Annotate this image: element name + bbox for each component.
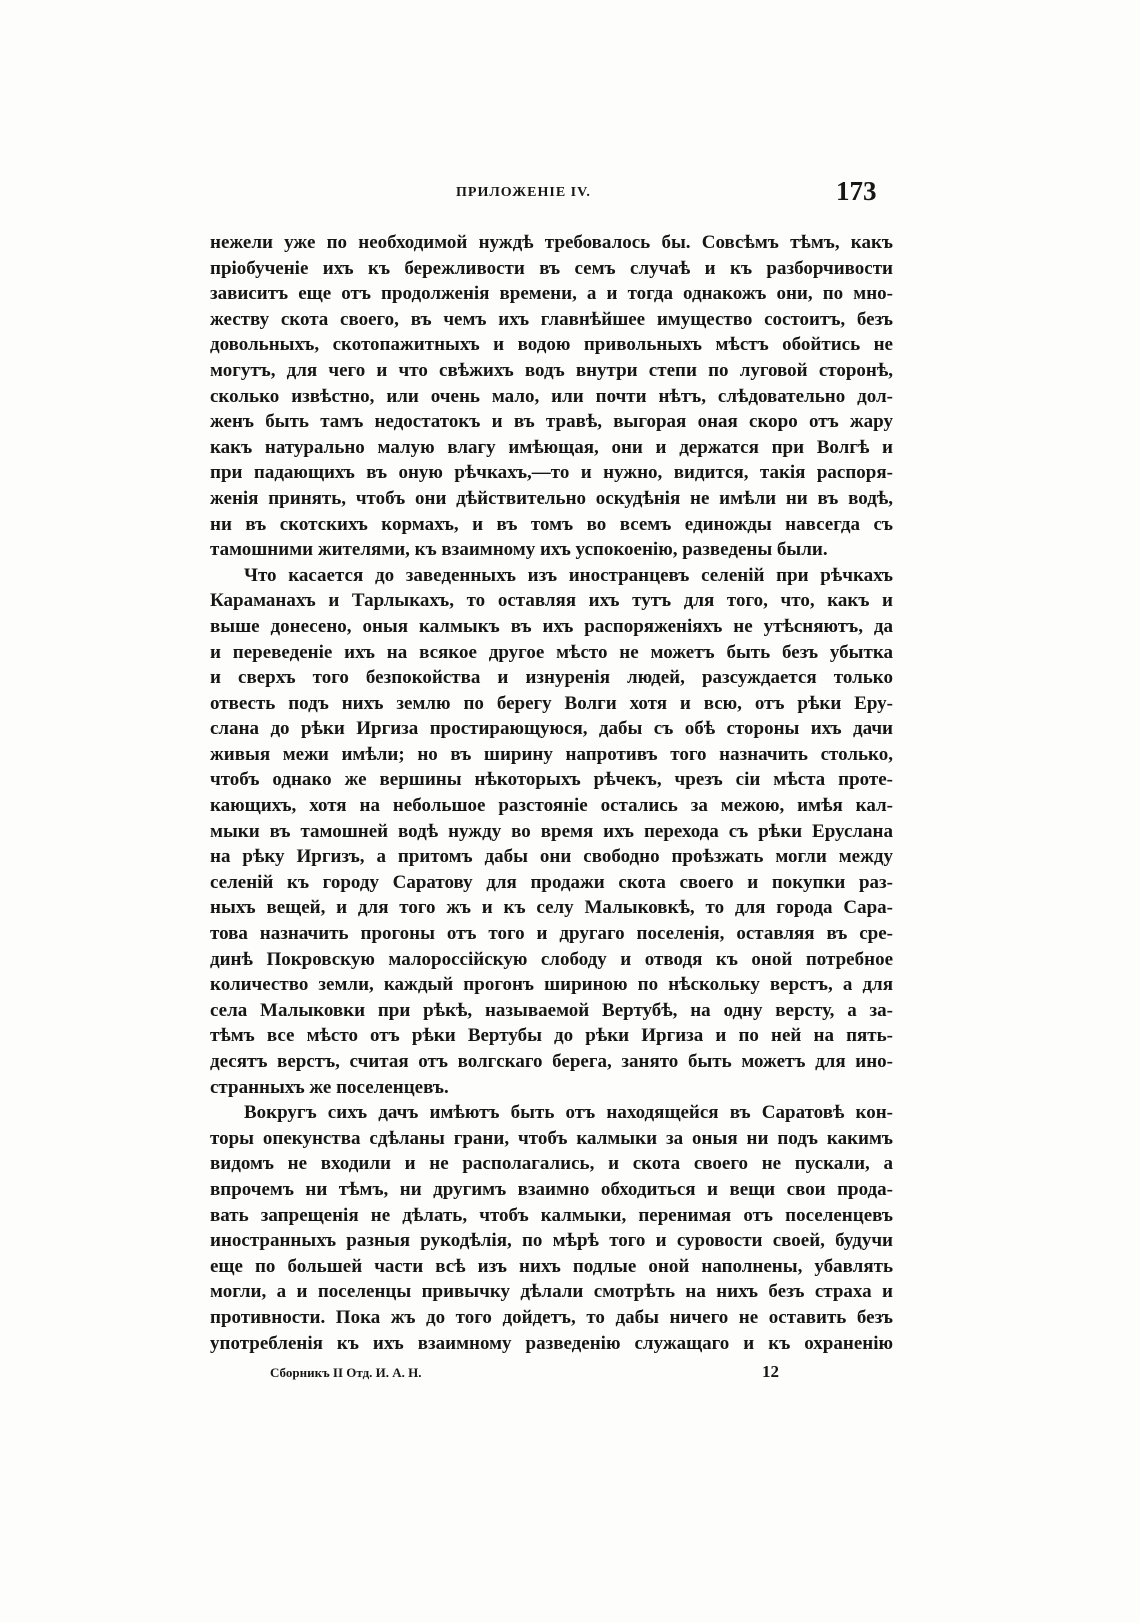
text-line: иностранныхъ разныя рукодѣлія, по мѣрѣ того и суровости своей, будучи (210, 1230, 893, 1252)
text-line: жеству скота своего, въ чемъ ихъ главнѣйшее имущество состоитъ, безъ (210, 308, 893, 330)
text-line: тѣмъ все мѣсто отъ рѣки Вертубы до рѣки Иргиза и по ней на пять- (210, 1025, 893, 1047)
text-line: видомъ не входили и не располагались, и скота своего не пускали, а (210, 1153, 893, 1175)
text-line: сколько извѣстно, или очень мало, или почти нѣтъ, слѣдовательно дол- (210, 385, 893, 407)
text-line: мыки въ тамошней водѣ нужду во время ихъ перехода съ рѣки Еруслана (210, 820, 893, 842)
text-line: живыя межи имѣли; но въ ширину напротивъ того назначить столько, (210, 743, 893, 765)
body-text (210, 230, 893, 1356)
text-line: довольныхъ, скотопажитныхъ и водою привольныхъ мѣстъ обойтись не (210, 334, 893, 356)
text-line: выше донесено, оныя калмыкъ въ ихъ распоряженіяхъ не утѣсняютъ, да (210, 615, 893, 637)
text-line: впрочемъ ни тѣмъ, ни другимъ взаимно обходиться и вещи свои прода- (210, 1178, 893, 1200)
text-line: отвесть подъ нихъ землю по берегу Волги хотя и всю, отъ рѣки Еру- (210, 692, 893, 714)
running-title: ПРИЛОЖЕНІЕ IV. (456, 185, 591, 200)
text-line: странныхъ же поселенцевъ. (210, 1076, 449, 1098)
text-line: какъ натурально малую влагу имѣющая, они и держатся при Волгѣ и (210, 436, 893, 458)
text-line: вать запрещенія не дѣлать, чтобъ калмыки, перенимая отъ поселенцевъ (210, 1204, 893, 1226)
text-line: торы опекунства сдѣланы грани, чтобъ калмыки за оныя ни подъ какимъ (210, 1127, 893, 1149)
text-line: и переведеніе ихъ на всякое другое мѣсто не можетъ быть безъ убытка (210, 641, 893, 663)
text-line: при падающихъ въ оную рѣчкахъ,—то и нужно, видится, такія распоря- (210, 462, 893, 484)
paragraph (210, 1100, 893, 1356)
text-line: могутъ, для чего и что свѣжихъ водъ внутри степи по луговой сторонѣ, (210, 359, 893, 381)
text-line: на рѣку Иргизъ, а притомъ дабы они свободно проѣзжать могли между (210, 846, 893, 868)
text-line: Караманахъ и Тарлыкахъ, то оставляя ихъ тутъ для того, что, какъ и (210, 590, 893, 612)
signature-number: 12 (762, 1362, 779, 1381)
text-line: зависитъ еще отъ продолженія времени, а и тогда однакожъ они, по мно- (210, 283, 893, 305)
signature-mark: Сборникъ II Отд. И. А. Н. (270, 1365, 422, 1380)
text-line: селеній къ городу Саратову для продажи скота своего и покупки раз- (210, 871, 893, 893)
text-line: пріобученіе ихъ къ бережливости въ семъ случаѣ и къ разборчивости (210, 257, 893, 279)
text-line: десятъ верстъ, считая отъ волгскаго берега, занято быть можетъ для ино- (210, 1051, 893, 1072)
text-line: тамошними жителями, къ взаимному ихъ успокоенію, разведены были. (210, 539, 828, 561)
text-line: употребленія къ ихъ взаимному разведенію служащаго и къ охраненію (210, 1332, 893, 1354)
text-line: могли, а и поселенцы привычку дѣлали смотрѣть на нихъ безъ страха и (210, 1281, 893, 1303)
text-line: еще по большей части всѣ изъ нихъ подлые оной наполнены, убавлять (210, 1255, 893, 1277)
text-line: това назначить прогоны отъ того и другаго поселенія, оставляя въ сре- (210, 923, 893, 945)
text-line: динѣ Покровскую малороссійскую слободу и отводя къ оной потребное (210, 948, 893, 970)
text-line: слана до рѣки Иргиза простирающуюся, дабы съ обѣ стороны ихъ дачи (210, 718, 893, 740)
text-line: Вокругъ сихъ дачъ имѣютъ быть отъ находящейся въ Саратовѣ кон- (244, 1102, 893, 1124)
text-line: села Малыковки при рѣкѣ, называемой Вертубѣ, на одну версту, а за- (210, 999, 893, 1021)
text-line: противности. Пока жъ до того дойдетъ, то дабы ничего не оставить безъ (210, 1306, 893, 1328)
paragraph (210, 563, 893, 1100)
paragraph (210, 230, 893, 563)
text-line: и сверхъ того безпокойства и изнуренія людей, разсуждается только (210, 667, 893, 689)
text-line: ныхъ вещей, и для того жъ и къ селу Малыковкѣ, то для города Сара- (210, 897, 893, 919)
text-line: кающихъ, хотя на небольшое разстояніе остались за межою, имѣя кал- (210, 795, 893, 817)
text-line: нежели уже по необходимой нуждѣ требовалось бы. Совсѣмъ тѣмъ, какъ (210, 232, 893, 253)
text-line: женъ быть тамъ недостатокъ и въ травѣ, выгорая оная скоро отъ жару (210, 411, 893, 433)
page-number: 173 (836, 176, 877, 206)
text-line: женія принять, чтобъ они дѣйствительно оскудѣнія не имѣли ни въ водѣ, (210, 487, 893, 509)
text-line: Что касается до заведенныхъ изъ иностранцевъ селеній при рѣчкахъ (244, 564, 893, 586)
text-line: количество земли, каждый прогонъ шириною по нѣскольку верстъ, а для (210, 974, 893, 996)
text-line: ни въ скотскихъ кормахъ, и въ томъ во всемъ единожды навсегда съ (210, 513, 893, 535)
text-line: чтобъ однако же вершины нѣкоторыхъ рѣчекъ, чрезъ сіи мѣста проте- (210, 769, 893, 791)
